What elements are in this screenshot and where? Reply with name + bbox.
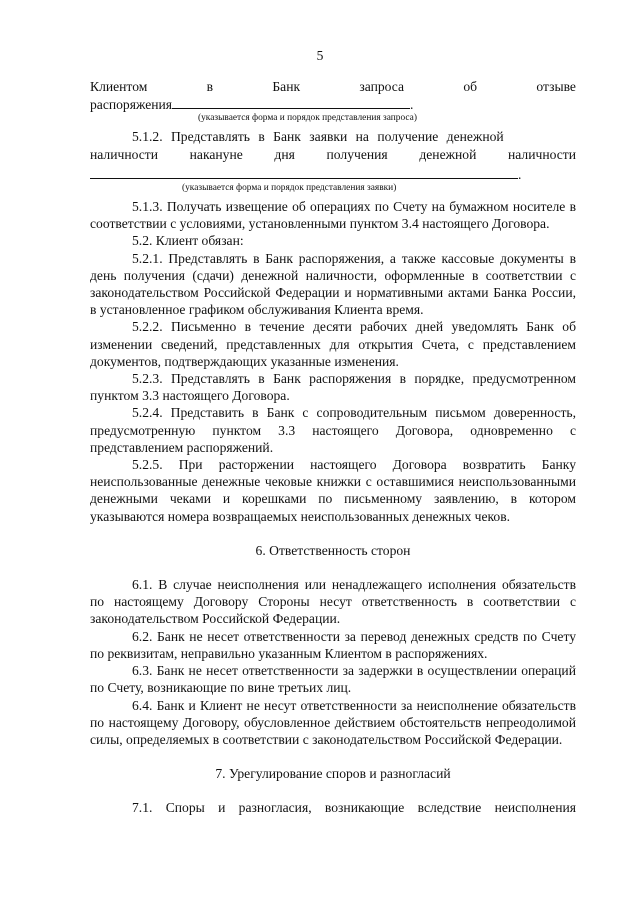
fill-in-blank	[172, 95, 410, 109]
word: получения	[326, 146, 388, 162]
fill-in-blank	[90, 165, 518, 179]
period: .	[410, 97, 414, 113]
word: Банк	[272, 79, 301, 94]
form-note: (указывается форма и порядок представления заявки)	[182, 183, 397, 194]
clause-6-3: 6.3. Банк не несет ответственности за задержки в осуществлении операций по Счету, возникающие по вине третьих лиц.	[90, 663, 576, 696]
clause-5-1-1-line1	[90, 78, 576, 95]
word: денежной	[419, 146, 477, 162]
section-6-heading: 6. Ответственность сторон	[255, 542, 411, 558]
clause-7-1: 7.1. Споры и разногласия, возникающие вследствие неисполнения	[132, 800, 576, 816]
period: .	[518, 166, 522, 182]
word: отзыве	[536, 79, 576, 94]
clause-5-2: 5.2. Клиент обязан:	[132, 233, 244, 249]
clause-5-2-4: 5.2.4. Представить в Банк с сопроводительным письмом доверенность, предусмотренную пунктом 3.3 настоящего Договора, одновременно с представлением распоряжений.	[90, 405, 576, 455]
clause-5-1-2-line2	[90, 146, 576, 163]
clause-5-2-1: 5.2.1. Представлять в Банк распоряжения, а также кассовые документы в день получения (сдачи) денежной наличности, оформленные в соответствии с законодательством Российской Федерации и нормативными актами Банка России, в установленное графиком обслуживания Клиента время.	[90, 250, 576, 318]
clause-5-1-2-line1	[90, 128, 576, 145]
clause-6-1: 6.1. В случае неисполнения или ненадлежащего исполнения обязательств по настоящему Договору Стороны несут ответственность в соответствии с законодательством Российской Федерации.	[90, 577, 576, 627]
clause-6-2: 6.2. Банк не несет ответственности за перевод денежных средств по Счету по реквизитам, неправильно указанным Клиентом в распоряжениях.	[90, 628, 576, 661]
word: Клиентом	[90, 79, 148, 94]
clause-5-1-1-line2	[90, 95, 576, 113]
clause-text: 5.1.2. Представлять в Банк заявки на получение денежной	[132, 129, 504, 145]
section-7-heading: 7. Урегулирование споров и разногласий	[215, 766, 451, 782]
word: наличности	[90, 146, 158, 162]
word: распоряжения	[90, 97, 173, 113]
word: запроса	[359, 79, 405, 94]
document-body	[90, 78, 576, 817]
word: накануне	[189, 146, 243, 162]
form-note: (указывается форма и порядок представления запроса)	[198, 113, 417, 124]
clause-5-2-5: 5.2.5. При расторжении настоящего Договора возвратить Банку неиспользованные денежные чековые книжки с оставшимися неиспользованными денежными чеками и корешками по письменному заявлению, в котором указываются номера возвращаемых неиспользованных денежных чеков.	[90, 457, 576, 524]
word: в	[206, 79, 214, 94]
word: наличности	[508, 146, 576, 162]
clause-5-1-2-line3	[90, 165, 576, 183]
clause-5-2-3: 5.2.3. Представлять в Банк распоряжения в порядке, предусмотренном пунктом 3.3 настоящего Договора.	[90, 371, 576, 404]
clause-5-2-2: 5.2.2. Письменно в течение десяти рабочих дней уведомлять Банк об изменении сведений, представленных для открытия Счета, с представлением документов, подтверждающих указанные изменения.	[90, 319, 576, 369]
word: об	[463, 79, 478, 94]
word: дня	[274, 146, 295, 162]
page-number: 5	[316, 48, 324, 63]
clause-5-1-3: 5.1.3. Получать извещение об операциях по Счету на бумажном носителе в соответствии с условиями, установленными пунктом 3.4 настоящего Договора.	[90, 199, 576, 232]
clause-6-4: 6.4. Банк и Клиент не несут ответственности за неисполнение обязательств по настоящему Договору, обусловленное действием обстоятельств непреодолимой силы, определяемых в соответствии с законодательством Российской Федерации.	[90, 697, 576, 747]
